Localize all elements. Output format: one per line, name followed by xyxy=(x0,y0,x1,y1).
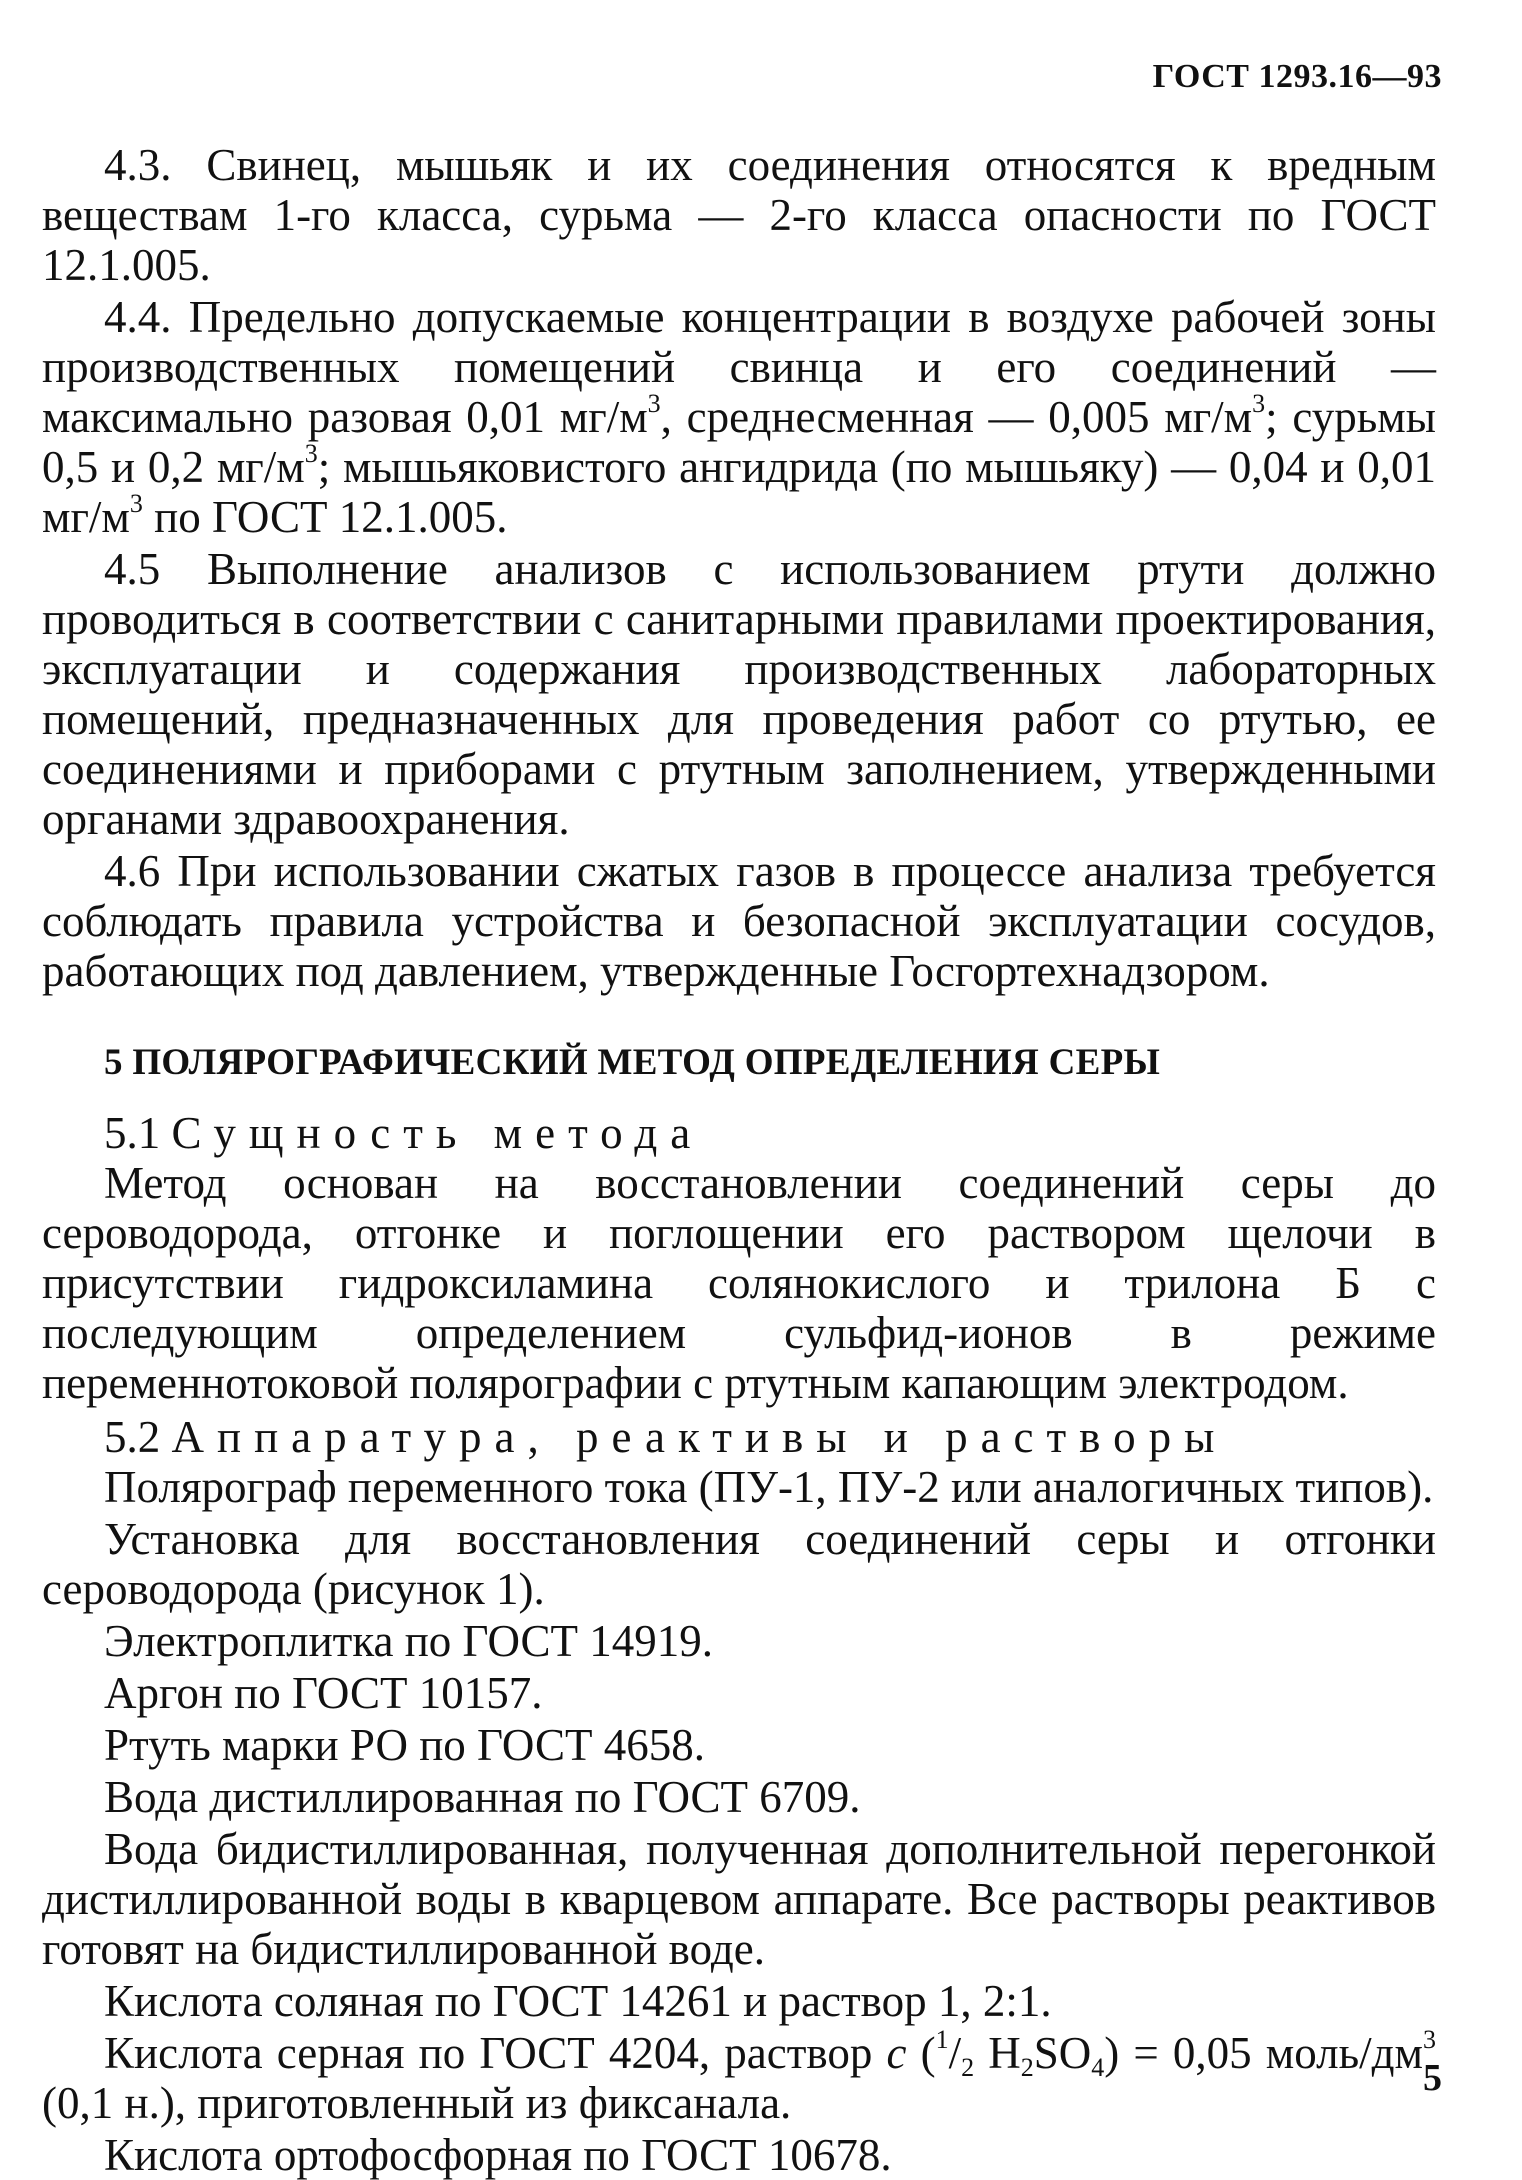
superscript-3: 3 xyxy=(647,389,661,418)
paragraph-4-4-part-c: ; сурьмы 0,5 и 0,2 мг/м xyxy=(42,392,1436,492)
list-item: Установка для восстановления соединений серы и отгонки сероводорода (рисунок 1). xyxy=(42,1514,1436,1614)
sulfuric-text-d: ) = 0,05 моль/дм xyxy=(1104,2028,1423,2078)
subsection-5-1-number: 5.1 xyxy=(104,1108,161,1158)
list-item: Ртуть марки РО по ГОСТ 4658. xyxy=(104,1720,705,1770)
document-code: ГОСТ 1293.16—93 xyxy=(1152,58,1442,95)
list-item: Вода бидистиллированная, полученная дополнительной перегонкой дистиллированной воды в кварцевом аппарате. Все растворы реактивов готовят на бидистиллированной воде. xyxy=(42,1824,1436,1974)
paragraph-4-4-part-e: по ГОСТ 12.1.005. xyxy=(142,492,508,542)
formula-sub-4: 4 xyxy=(1091,2053,1105,2082)
formula-h: H xyxy=(974,2028,1021,2078)
subsection-5-2-title: Аппаратура, реактивы и растворы xyxy=(171,1412,1228,1462)
paragraph-4-4 xyxy=(42,292,1436,542)
subsection-5-2-number: 5.2 xyxy=(104,1412,161,1462)
superscript-3: 3 xyxy=(129,489,143,518)
list-item: Кислота ортофосфорная по ГОСТ 10678. xyxy=(104,2130,892,2180)
paragraph-4-4-part-a: 4.4. Предельно допускаемые концентрации в воздухе рабочей зоны производственных помещений свинца и его соединений — максимально разовая 0,01 мг/м xyxy=(42,292,1436,442)
sulfuric-text-b: ( xyxy=(906,2028,936,2078)
fraction-slash: / xyxy=(948,2028,962,2078)
paragraph-4-3: 4.3. Свинец, мышьяк и их соединения относятся к вредным веществам 1-го класса, сурьма — 2-го класса опасности по ГОСТ 12.1.005. xyxy=(42,140,1436,290)
superscript-3: 3 xyxy=(1423,2025,1436,2054)
paragraph-4-4-part-d: ; мышьяковистого ангидрида (по мышьяку) — 0,04 и 0,01 мг/м xyxy=(42,442,1436,542)
list-item-sulfuric-acid xyxy=(42,2025,1436,2128)
sulfuric-text-e: (0,1 н.), приготовленный из фиксанала. xyxy=(42,2078,792,2128)
formula-so: SO xyxy=(1033,2028,1092,2078)
paragraph-4-6: 4.6 При использовании сжатых газов в процессе анализа требуется соблюдать правила устройства и безопасной эксплуатации сосудов, работающих под давлением, утвержденные Госгортехнадзором. xyxy=(42,846,1436,996)
list-item: Электроплитка по ГОСТ 14919. xyxy=(104,1616,713,1666)
superscript-3: 3 xyxy=(304,439,318,468)
section-5-title: 5 ПОЛЯРОГРАФИЧЕСКИЙ МЕТОД ОПРЕДЕЛЕНИЯ СЕРЫ xyxy=(104,1042,1161,1083)
sulfuric-c: c xyxy=(886,2028,907,2078)
sulfuric-text-a: Кислота серная по ГОСТ 4204, раствор xyxy=(104,2028,887,2078)
list-item: Кислота соляная по ГОСТ 14261 и раствор 1, 2:1. xyxy=(104,1976,1052,2026)
formula-sub-2: 2 xyxy=(1020,2053,1034,2082)
list-item: Полярограф переменного тока (ПУ-1, ПУ-2 или аналогичных типов). xyxy=(104,1462,1434,1512)
fraction-denominator: 2 xyxy=(961,2053,975,2082)
page-body xyxy=(42,140,1436,2180)
fraction-numerator: 1 xyxy=(935,2025,949,2054)
list-item: Вода дистиллированная по ГОСТ 6709. xyxy=(104,1772,861,1822)
subsection-5-1-title: Сущность метода xyxy=(171,1108,704,1158)
superscript-3: 3 xyxy=(1252,389,1266,418)
page-number: 5 xyxy=(1423,2057,1442,2099)
list-item: Аргон по ГОСТ 10157. xyxy=(104,1668,543,1718)
paragraph-4-4-part-b: , среднесменная — 0,005 мг/м xyxy=(660,392,1253,442)
subsection-5-2-heading xyxy=(42,1412,1436,1462)
paragraph-4-5: 4.5 Выполнение анализов с использованием ртути должно проводиться в соответствии с санитарными правилами проектирования, эксплуатации и содержания производственных лабораторных помещений, предназначенных для проведения работ со ртутью, ее соединениями и приборами с ртутным заполнением, утвержденными органами здравоохранения. xyxy=(42,544,1436,844)
subsection-5-1-text: Метод основан на восстановлении соединений серы до сероводорода, отгонке и поглощении его раствором щелочи в присутствии гидроксиламина солянокислого и трилона Б с последующим определением сульфид-ионов в режиме переменнотоковой полярографии с ртутным капающим электродом. xyxy=(42,1158,1436,1408)
subsection-5-1-heading xyxy=(42,1108,1436,1158)
